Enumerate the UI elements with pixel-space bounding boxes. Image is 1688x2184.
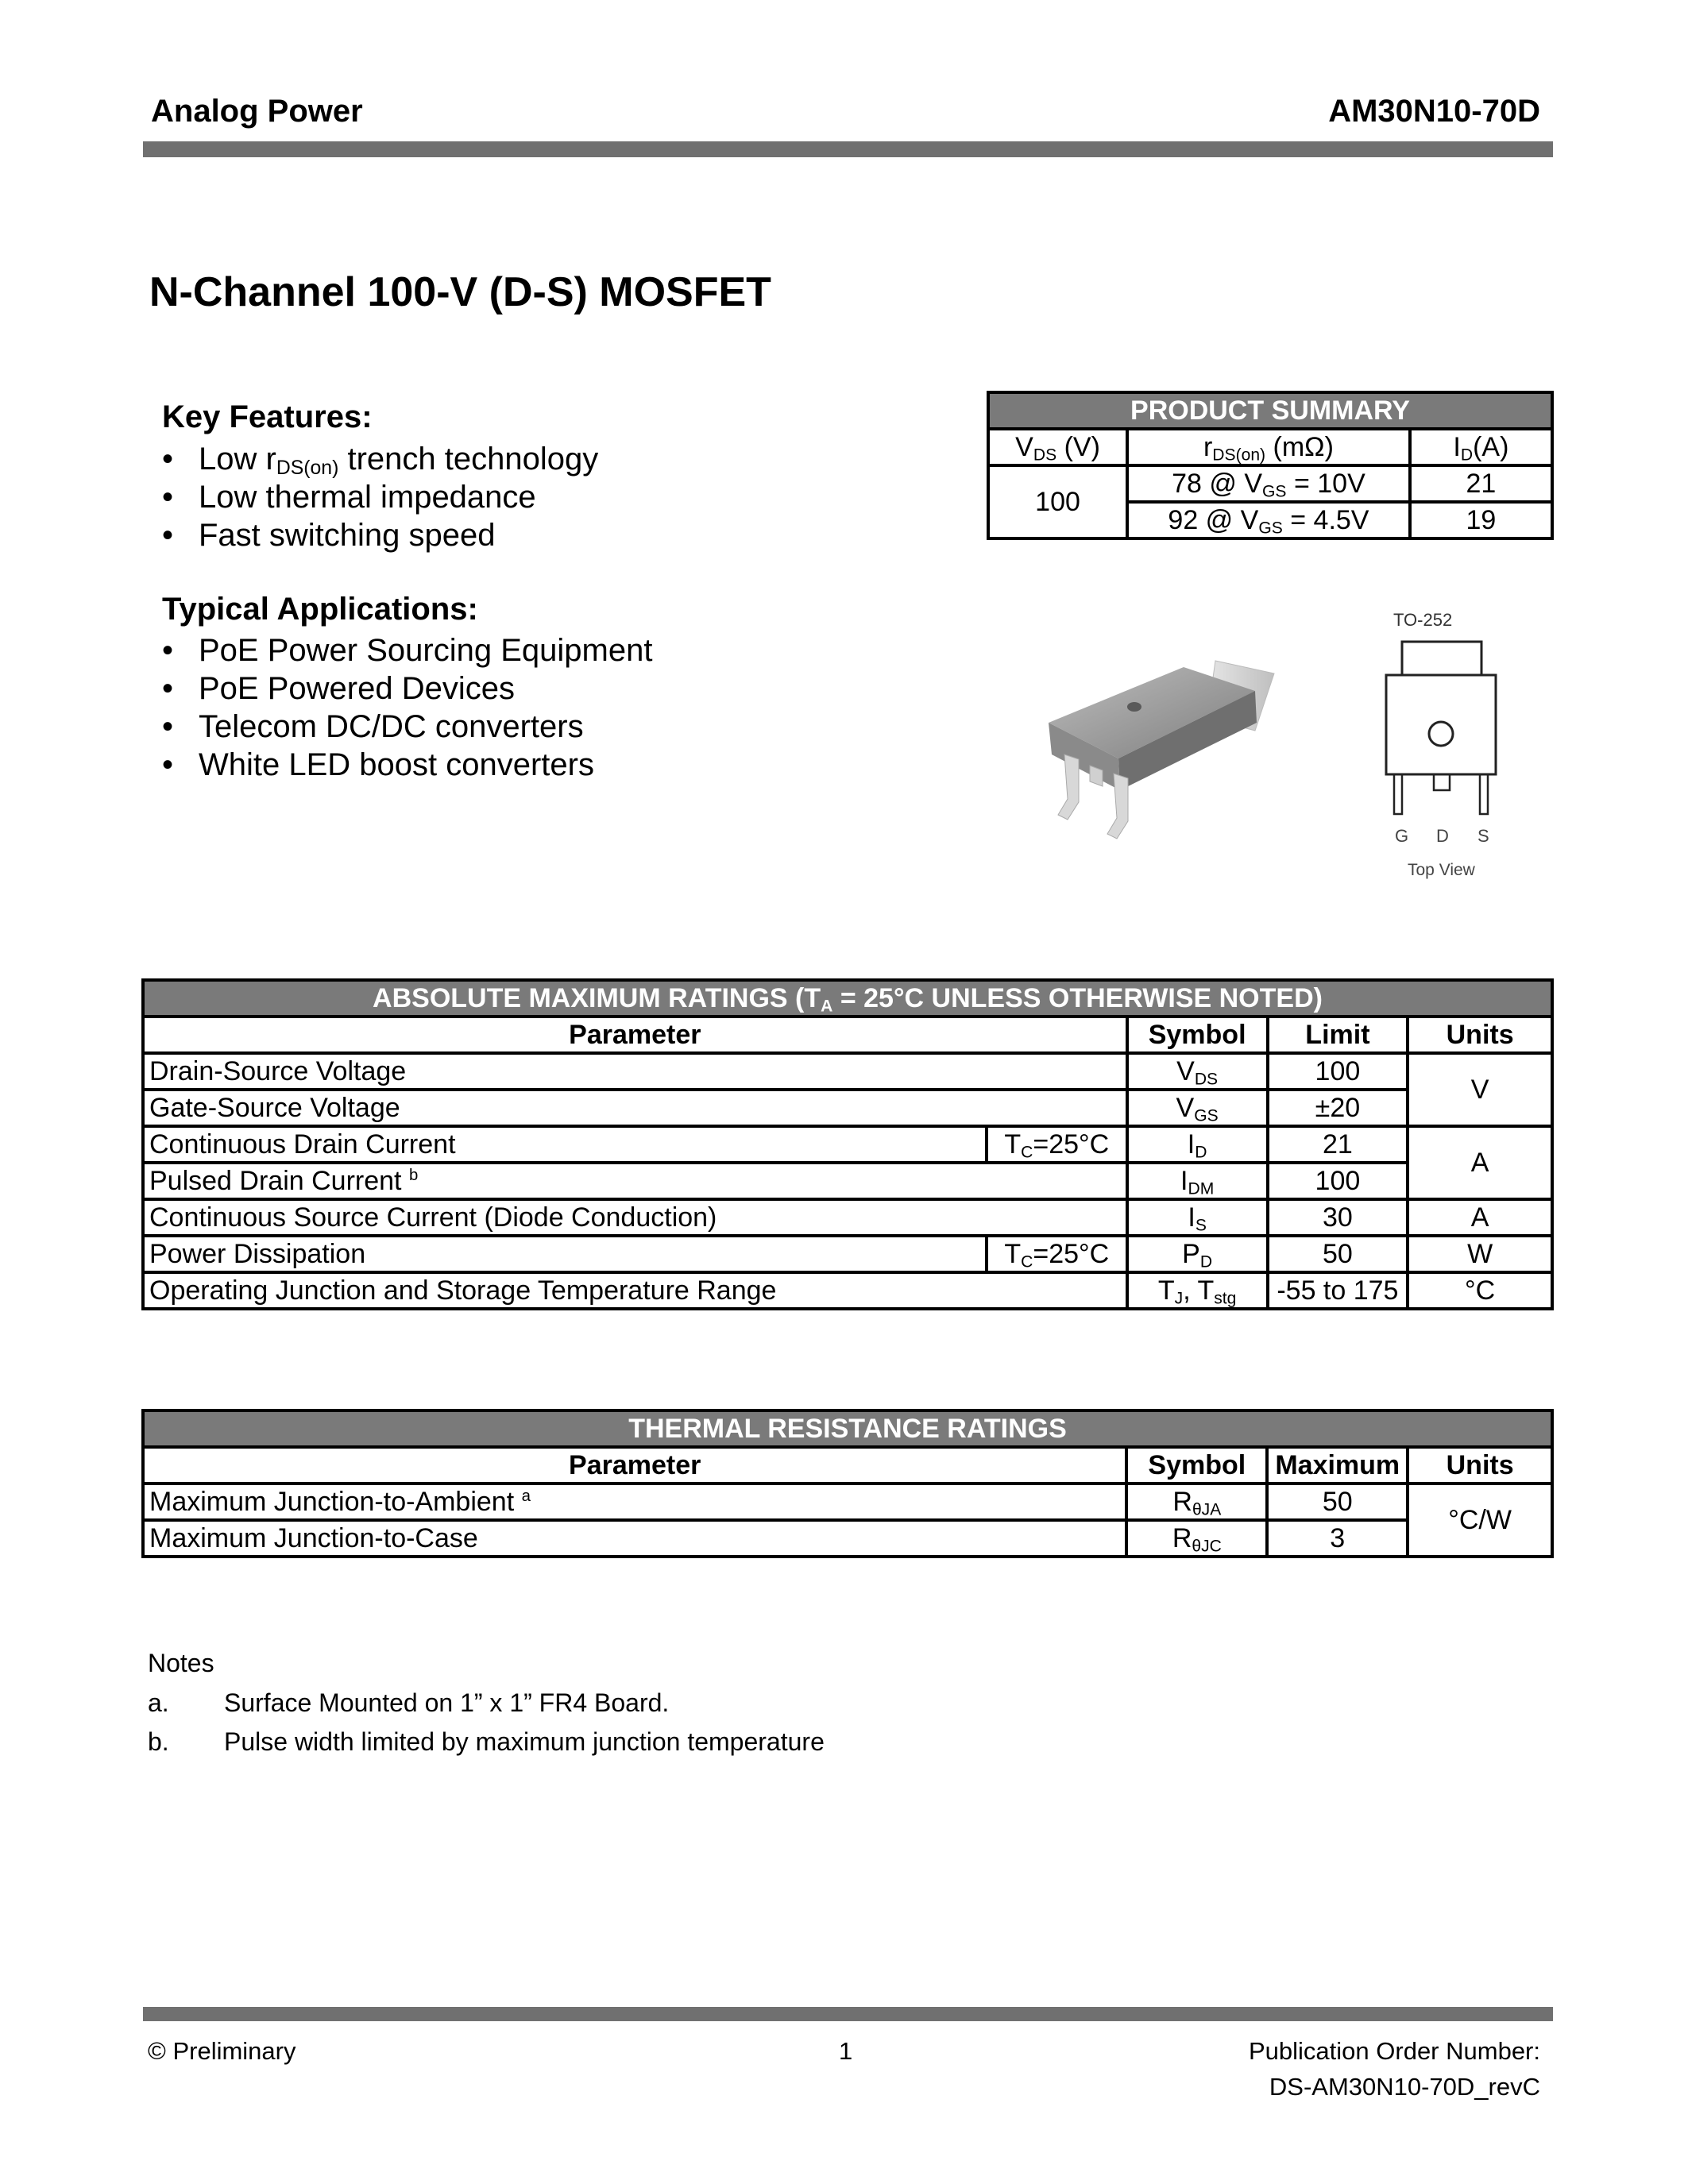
absolute-max-ratings-table xyxy=(141,978,1554,1310)
col-symbol: Symbol xyxy=(1127,1017,1268,1053)
table-row: Drain-Source Voltage $V_{DS}$ 100 V xyxy=(143,1053,1552,1090)
thermal-resistance-table xyxy=(141,1409,1554,1558)
notes-heading: Notes xyxy=(148,1649,214,1677)
list-item: • Fast switching speed xyxy=(162,516,598,554)
thermal-title: THERMAL RESISTANCE RATINGS xyxy=(143,1410,1552,1447)
key-features-heading: Key Features: xyxy=(162,399,373,434)
note-text-a: Surface Mounted on 1” x 1” FR4 Board. xyxy=(224,1688,670,1717)
table-row: Power Dissipation $T_C=25^\circ C$ $P_D$ 50 W xyxy=(143,1236,1552,1272)
id-value: 21 xyxy=(1410,465,1552,502)
part-number: AM30N10-70D xyxy=(1328,94,1540,129)
col-maximum: Maximum xyxy=(1267,1447,1408,1484)
col-id: $I_D(A)$ xyxy=(1410,429,1552,465)
company-name: Analog Power xyxy=(151,94,363,129)
table-row: Pulsed Drain Current $^b$ $I_{DM}$ 100 xyxy=(143,1163,1552,1199)
product-summary-title: PRODUCT SUMMARY xyxy=(988,392,1552,429)
publication-order-number: DS-AM30N10-70D_revC xyxy=(1269,2073,1540,2101)
list-item: • Low thermal impedance xyxy=(162,478,598,516)
page-number: 1 xyxy=(839,2037,853,2065)
col-parameter: Parameter xyxy=(143,1017,1127,1053)
list-item: • PoE Powered Devices xyxy=(162,669,652,708)
page-title: N-Channel 100-V (D-S) MOSFET xyxy=(149,269,771,315)
col-rds-on: $r_{DS(on)}$ (mΩ) xyxy=(1127,429,1410,465)
footer-rule xyxy=(143,2007,1553,2021)
header-rule xyxy=(143,141,1553,157)
applications-list xyxy=(162,631,652,784)
table-row: Gate-Source Voltage $V_{GS}$ ±20 xyxy=(143,1090,1552,1126)
list-item: • Low $r_{DS(on)}$ trench technology xyxy=(162,440,598,478)
product-summary-table xyxy=(987,391,1554,540)
rds-value: 92 @ $V_{GS} = 4.5V$ xyxy=(1127,502,1410,538)
col-units: Units xyxy=(1408,1017,1552,1053)
note-text-b: Pulse width limited by maximum junction temperature xyxy=(224,1727,825,1756)
footer-copyright: © Preliminary xyxy=(148,2037,296,2065)
package-name: TO-252 xyxy=(1393,610,1453,630)
list-item: • Telecom DC/DC converters xyxy=(162,708,652,746)
col-parameter: Parameter xyxy=(143,1447,1126,1484)
col-vds: $V_{DS}$ (V) xyxy=(988,429,1127,465)
rds-value: 78 @ $V_{GS} = 10V$ xyxy=(1127,465,1410,502)
pin-label-g: G xyxy=(1395,826,1409,846)
note-label-b: b. xyxy=(148,1727,169,1756)
abs-max-title: ABSOLUTE MAXIMUM RATINGS ($T_A = 25^\circ C$ UNLESS OTHERWISE NOTED) xyxy=(143,980,1552,1017)
pin-label-s: S xyxy=(1477,826,1489,846)
key-features-list xyxy=(162,440,598,554)
applications-heading: Typical Applications: xyxy=(162,592,478,627)
package-outline-drawing xyxy=(1378,635,1505,818)
package-photo xyxy=(1017,651,1287,842)
vds-value: 100 xyxy=(988,465,1127,538)
note-label-a: a. xyxy=(148,1688,169,1717)
list-item: • PoE Power Sourcing Equipment xyxy=(162,631,652,669)
col-limit: Limit xyxy=(1268,1017,1408,1053)
top-view-label: Top View xyxy=(1408,861,1475,879)
col-units: Units xyxy=(1408,1447,1552,1484)
pin-label-d: D xyxy=(1436,826,1449,846)
table-row: Continuous Source Current (Diode Conduction) $I_S$ 30 A xyxy=(143,1199,1552,1236)
list-item: • White LED boost converters xyxy=(162,746,652,784)
table-row: Maximum Junction-to-Ambient $^a$ $R_{\theta JA}$ 50 °C/W xyxy=(143,1484,1552,1520)
col-symbol: Symbol xyxy=(1126,1447,1267,1484)
table-row: Operating Junction and Storage Temperature Range $T_J$, $T_{stg}$ -55 to 175 °C xyxy=(143,1272,1552,1309)
table-row: Maximum Junction-to-Case $R_{\theta JC}$ 3 xyxy=(143,1520,1552,1557)
table-row: Continuous Drain Current $T_C=25^\circ C$ $I_D$ 21 A xyxy=(143,1126,1552,1163)
publication-order-label: Publication Order Number: xyxy=(1249,2037,1540,2065)
id-value: 19 xyxy=(1410,502,1552,538)
